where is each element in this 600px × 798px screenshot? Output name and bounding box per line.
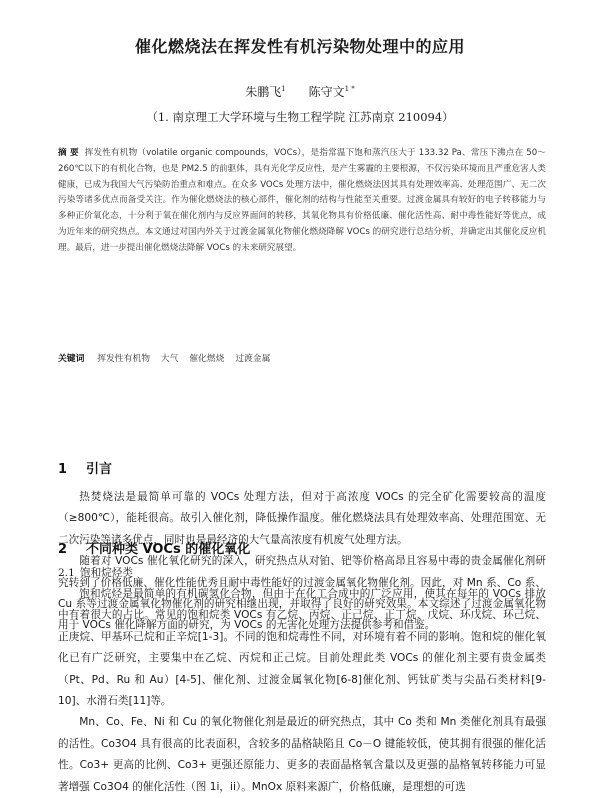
abstract-label: 摘 要 [58, 148, 79, 158]
section-title: 不同种类 VOCs 的催化氧化 [86, 542, 251, 557]
section-heading-introduction [58, 458, 112, 477]
subsection-title: 饱和烷烃类 [80, 567, 133, 579]
keywords-label: 关键词 [58, 354, 85, 364]
section-body-2-1 [58, 584, 546, 798]
keywords [58, 351, 546, 364]
paragraph: 随着对 VOCs 催化氧化研究的深入，研究热点从对铂、钯等价格高昂且容易中毒的贵金属催化剂研究转到了价格低廉、催化性能优秀且耐中毒性能好的过渡金属氧化物催化剂。因此，对 Mn 系、Co 系、Cu 系等过渡金属氧化物催化剂的研究相继出现，并取得了良好的研究效果。本文综述了过渡金属氧化物用于 VOCs 催化降解方面的研究，为 VOCs 的无害化处理方法提供参考和借鉴。 [58, 555, 546, 632]
author-line [0, 83, 600, 100]
paper-title: 催化燃烧法在挥发性有机污染物处理中的应用 [134, 37, 465, 56]
keyword: 过渡金属 [235, 354, 271, 364]
subsection-number: 2.1 [58, 567, 75, 579]
keyword: 挥发性有机物 [97, 354, 150, 364]
author-name: 朱鹏飞 [245, 85, 282, 99]
paragraph: 饱和烷烃是最简单的有机碳氢化合物，但由于在化工合成中的广泛应用，使其在每年的 VOCs 排放中有着很大的占比。常见的饱和烷类 VOCs 有乙烷、丙烷、正己烷、正丁烷、戊烷、环戊烷、环己烷、正庚烷、甲基环己烷和正辛烷[1-3]。不同的饱和烷毒性不同，对环境有着不同的影响。饱和烷的催化氧化已有广泛研究，主要集中在乙烷、丙烷和正己烷。目前处理此类 VOCs 的催化剂主要有贵金属类（Pt、Pd、Ru 和 Au）[4-5]、催化剂、过渡金属氧化物[6-8]催化剂、钙钛矿类与尖晶石类材料[9-10]、水滑石类[11]等。 [58, 588, 546, 708]
paragraph: Mn、Co、Fe、Ni 和 Cu 的氧化物催化剂是最近的研究热点，其中 Co 类和 Mn 类催化剂具有最强的活性。Co3O4 具有很高的比表面积，含较多的晶格缺陷且 Co－O 键能较低，使其拥有很强的催化活性。Co3+ 更高的比例、Co3+ 更强还原能力、更多的表面晶格氧含量以及更强的晶格氧转移能力可显著增强 Co3O4 的催化活性（图 1i，ii）。MnOx 原料来源广，价格低廉，是理想的可选 [58, 716, 546, 793]
keyword: 大气 [160, 354, 179, 364]
keyword: 催化燃烧 [189, 354, 225, 364]
author-name: 陈守文 [308, 85, 345, 99]
affiliation: （1. 南京理工大学环境与生物工程学院 江苏南京 210094） [146, 110, 454, 124]
section-number: 2 [58, 542, 68, 557]
author-affiliation-mark: 1 [281, 85, 286, 93]
author-affiliation-mark: 1 * [344, 85, 355, 93]
section-number: 1 [58, 462, 68, 477]
abstract [58, 146, 546, 257]
section-heading-2 [58, 538, 250, 557]
section-title: 引言 [86, 462, 113, 477]
paragraph: 热焚烧法是最简单可靠的 VOCs 处理方法，但对于高浓度 VOCs 的完全矿化需要较高的温度（≥800℃），能耗很高。故引入催化剂，降低操作温度。催化燃烧法具有处理效率高、处理范围宽、无二次污染等诸多优点，同时也是最经济的大气量高浓度有机废气处理方法。 [58, 491, 546, 546]
abstract-text: 挥发性有机物（volatile organic compounds，VOCs），是指常温下饱和蒸汽压大于 133.32 Pa、常压下沸点在 50～260℃以下的有机化合物，也是 PM2.5 的前驱体，具有光化学反应性，是产生雾霾的主要根源，不仅污染环境而且严重危害人类健康，已成为我国大气污染防治重点和难点。在众多 VOCs 处理方法中，催化燃烧法因其具有处理效率高、处理范围广、无二次污染等诸多优点而备受关注。作为催化燃烧法的核心部件，催化剂的结构与性能至关重要。过渡金属具有较好的电子转移能力与多种正价氧化态，十分利于氧在催化剂内与反应界面间的转移，其氧化物具有价格低廉、催化活性高、耐中毒性能好等优点，成为近年来的研究热点。本文通过对国内外关于过渡金属氧化物催化燃烧降解 VOCs 的研究进行总结分析，并确定出其催化反应机理。最后，进一步提出催化燃烧法降解 VOCs 的未来研究展望。 [58, 148, 546, 253]
subsection-heading-2-1 [58, 565, 133, 580]
